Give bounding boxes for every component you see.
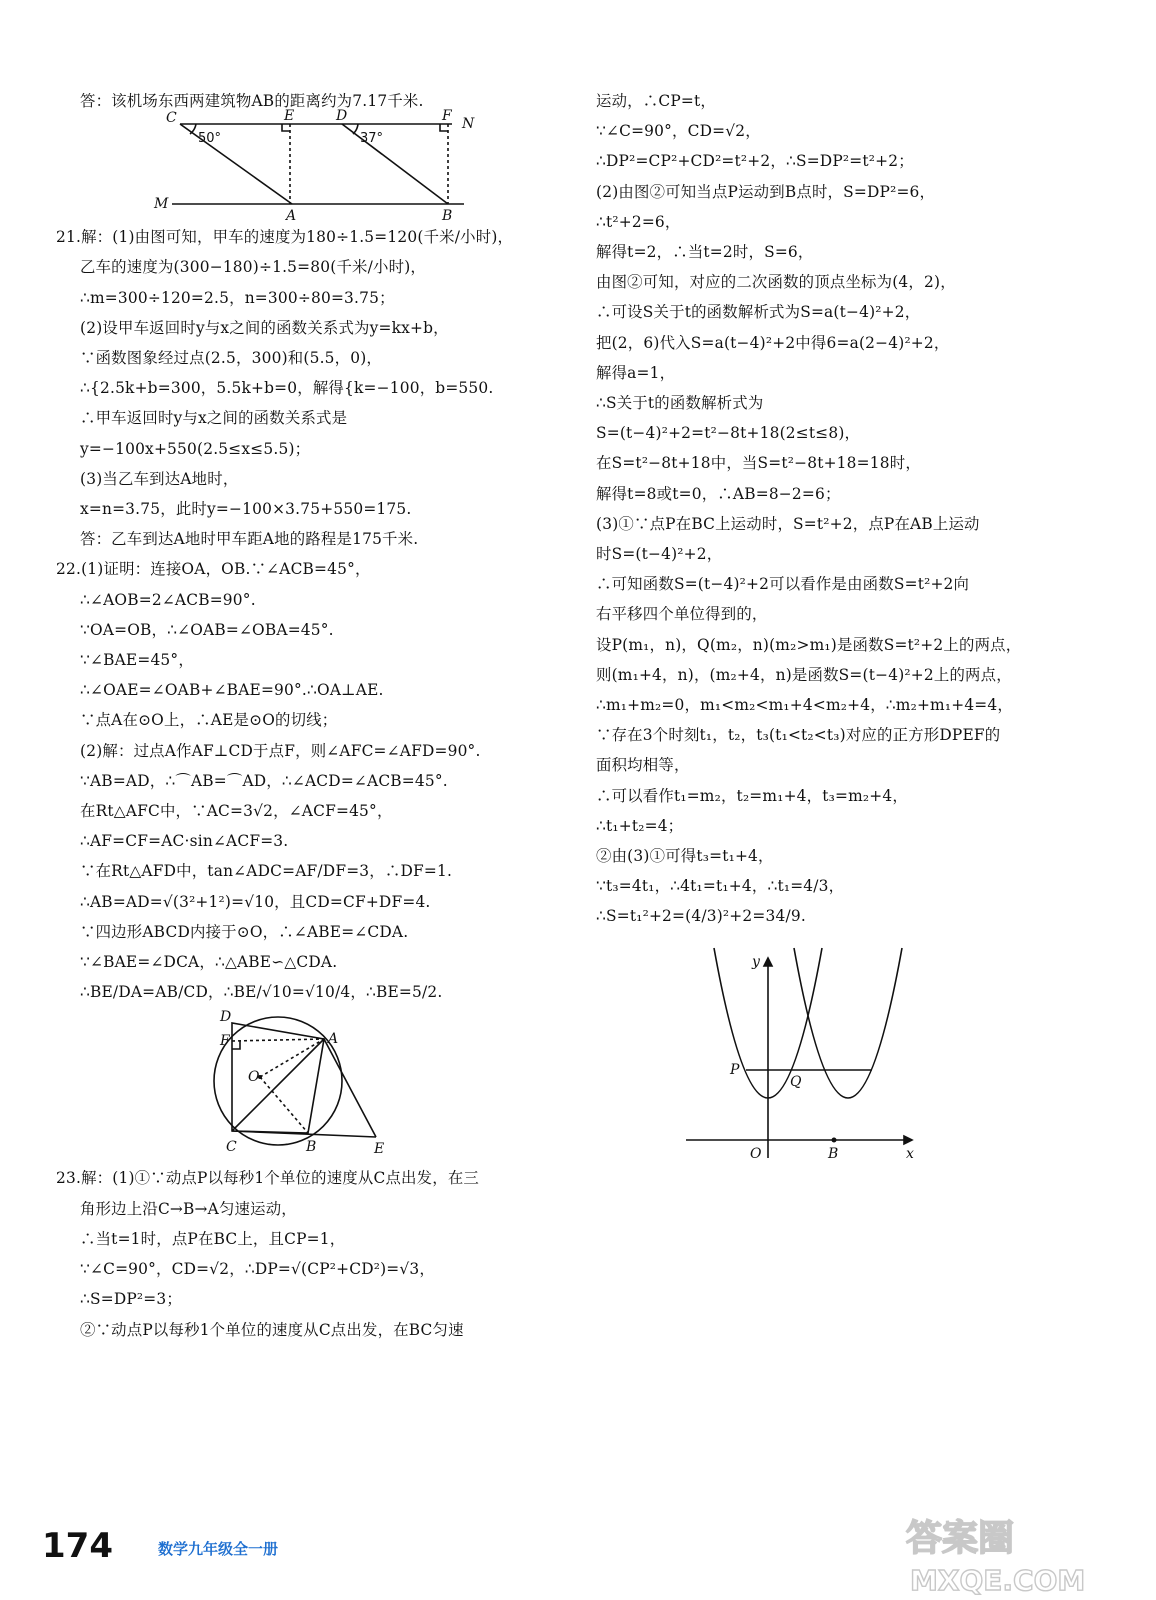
- text-line: ②∵动点P以每秒1个单位的速度从C点出发，在BC匀速: [80, 1320, 464, 1339]
- text-line: ∴BE/DA=AB/CD，∴BE/√10=√10/4，∴BE=5/2.: [80, 983, 443, 1002]
- text-line: ∴∠OAE=∠OAB+∠BAE=90°.∴OA⊥AE.: [80, 681, 384, 700]
- label-M: M: [154, 196, 169, 213]
- text-line: ∴甲车返回时y与x之间的函数关系式是: [80, 409, 348, 428]
- text-line: x=n=3.75，此时y=−100×3.75+550=175.: [80, 500, 412, 519]
- text-line: ∴{2.5k+b=300，5.5k+b=0，解得{k=−100，b=550.: [80, 379, 494, 398]
- text-line: ∴∠AOB=2∠ACB=90°.: [80, 590, 256, 609]
- label-F: F: [442, 108, 452, 125]
- text-line: 则(m₁+4，n)，(m₂+4，n)是函数S=(t−4)²+2上的两点，: [596, 665, 1012, 684]
- text-line: (2)设甲车返回时y与x之间的函数关系式为y=kx+b，: [80, 318, 449, 337]
- text-line: ∵存在3个时刻t₁，t₂，t₃(t₁<t₂<t₃)对应的正方形DPEF的: [596, 726, 1001, 745]
- text-line: ∵函数图象经过点(2.5，300)和(5.5，0)，: [80, 349, 383, 368]
- text-line: 在S=t²−8t+18中，当S=t²−8t+18=18时，: [596, 454, 921, 473]
- text-line: ∴可知函数S=(t−4)²+2可以看作是由函数S=t²+2向: [596, 575, 970, 594]
- text-line: S=(t−4)²+2=t²−8t+18(2≤t≤8)，: [596, 424, 861, 443]
- label-D2: D: [220, 1009, 232, 1026]
- book-title: 数学九年级全一册: [158, 1540, 279, 1558]
- text-line: ∴DP²=CP²+CD²=t²+2，∴S=DP²=t²+2；: [596, 152, 914, 171]
- text-line: ∴AB=AD=√(3²+1²)=√10，且CD=CF+DF=4.: [80, 892, 431, 911]
- text-line: ∴t₁+t₂=4；: [596, 816, 684, 835]
- watermark-logo: [896, 1506, 1086, 1597]
- text-line: ∴可以看作t₁=m₂，t₂=m₁+4，t₃=m₂+4，: [596, 786, 908, 805]
- angle-37: 37°: [360, 131, 384, 147]
- text-line: (2)解：过点A作AF⊥CD于点F，则∠AFC=∠AFD=90°.: [80, 741, 481, 760]
- page-number: 174: [42, 1526, 113, 1566]
- text-line: 把(2，6)代入S=a(t−4)²+2中得6=a(2−4)²+2，: [596, 333, 950, 352]
- text-line: ∵t₃=4t₁，∴4t₁=t₁+4，∴t₁=4/3，: [596, 877, 845, 896]
- text-line: ∴t²+2=6，: [596, 212, 681, 231]
- text-line: 21.解：(1)由图可知，甲车的速度为180÷1.5=120(千米/小时)，: [56, 228, 514, 247]
- right-column: [596, 86, 1066, 1170]
- text-line: ∴m=300÷120=2.5，n=300÷80=3.75；: [80, 288, 395, 307]
- circle-diagram: [186, 1011, 666, 1161]
- text-line: 23.解：(1)①∵动点P以每秒1个单位的速度从C点出发，在三: [56, 1169, 479, 1188]
- text-line: ∵∠C=90°，CD=√2，∴DP=√(CP²+CD²)=√3，: [80, 1260, 435, 1279]
- label-B: B: [442, 208, 453, 225]
- text-line: ∵∠C=90°，CD=√2，: [596, 122, 761, 141]
- left-column: [56, 86, 536, 1345]
- text-line: (3)①∵点P在BC上运动时，S=t²+2，点P在AB上运动: [596, 514, 980, 533]
- label-A: A: [286, 208, 297, 225]
- text-line: ∵点A在⊙O上，∴AE是⊙O的切线；: [80, 711, 338, 730]
- text-line: 解得a=1，: [596, 363, 676, 382]
- label-B2: B: [306, 1139, 317, 1156]
- text-line: 角形边上沿C→B→A匀速运动，: [80, 1199, 297, 1218]
- text-line: 解得t=2，∴当t=2时，S=6，: [596, 243, 814, 262]
- label-C2: C: [226, 1139, 237, 1156]
- text-line: 运动，∴CP=t，: [596, 92, 716, 110]
- label-N: N: [462, 116, 475, 133]
- label-D: D: [336, 108, 348, 125]
- text-line: y=−100x+550(2.5≤x≤5.5)；: [80, 439, 311, 458]
- label-A2: A: [328, 1031, 339, 1048]
- text-line: ∵AB=AD，∴⌒AB=⌒AD，∴∠ACD=∠ACB=45°.: [80, 771, 448, 790]
- point-Q-label: Q: [790, 1073, 802, 1090]
- text-line: 面积均相等，: [596, 756, 690, 775]
- text-line: ∵∠BAE=∠DCA，∴△ABE∽△CDA.: [80, 953, 338, 972]
- text-line: 解得t=8或t=0，∴AB=8−2=6；: [596, 484, 841, 503]
- text-line: ∴可设S关于t的函数解析式为S=a(t−4)²+2，: [596, 303, 921, 322]
- label-C: C: [166, 110, 177, 127]
- axis-x-label: x: [906, 1145, 914, 1162]
- text-line: ∵∠BAE=45°，: [80, 651, 194, 670]
- label-O2: O: [248, 1069, 260, 1086]
- text-line: ∴AF=CF=AC·sin∠ACF=3.: [80, 832, 289, 851]
- text-line: (3)当乙车到达A地时，: [80, 469, 239, 488]
- text-line: ∵OA=OB，∴∠OAB=∠OBA=45°.: [80, 620, 334, 639]
- text-line: ②由(3)①可得t₃=t₁+4，: [596, 847, 774, 866]
- axis-y-label: y: [752, 953, 760, 970]
- label-E: E: [284, 108, 295, 125]
- text-line: 由图②可知，对应的二次函数的顶点坐标为(4，2)，: [596, 273, 956, 292]
- label-F2: F: [220, 1033, 230, 1050]
- text-line: 答：乙车到达A地时甲车距A地的路程是175千米.: [80, 530, 419, 549]
- text-line: ∵四边形ABCD内接于⊙O，∴∠ABE=∠CDA.: [80, 922, 409, 941]
- text-line: 右平移四个单位得到的，: [596, 605, 768, 624]
- label-E2: E: [374, 1141, 385, 1158]
- watermark-bottom: MXQE.COM: [910, 1564, 1086, 1597]
- text-line: 设P(m₁，n)，Q(m₂，n)(m₂>m₁)是函数S=t²+2上的两点，: [596, 635, 1022, 654]
- text-line: 乙车的速度为(300−180)÷1.5=80(千米/小时)，: [80, 258, 426, 277]
- text-line: ∴当t=1时，点P在BC上，且CP=1，: [80, 1229, 346, 1248]
- text-line: 22.(1)证明：连接OA，OB.∵∠ACB=45°，: [56, 560, 371, 579]
- text-line: ∴m₁+m₂=0，m₁<m₂<m₁+4<m₂+4，∴m₂+m₁+4=4，: [596, 696, 1013, 715]
- point-B-label: B: [828, 1145, 839, 1162]
- text-line: 在Rt△AFC中，∵AC=3√2，∠ACF=45°，: [80, 802, 393, 821]
- text-line: (2)由图②可知当点P运动到B点时，S=DP²=6，: [596, 182, 936, 201]
- text-line: ∴S=DP²=3；: [80, 1290, 182, 1309]
- angle-50: 50°: [198, 131, 222, 147]
- origin-label: O: [750, 1145, 762, 1162]
- text-line: ∴S关于t的函数解析式为: [596, 394, 764, 413]
- point-P-label: P: [730, 1061, 740, 1078]
- building-diagram: [152, 108, 632, 225]
- text-line: ∵在Rt△AFD中，tan∠ADC=AF/DF=3，∴DF=1.: [80, 862, 453, 881]
- parabola-graph: [686, 948, 1156, 1168]
- text-line: 答：该机场东西两建筑物AB的距离约为7.17千米.: [80, 92, 424, 110]
- text-line: 时S=(t−4)²+2，: [596, 545, 723, 564]
- watermark-top: 答案圈: [906, 1518, 1015, 1559]
- text-line: ∴S=t₁²+2=(4/3)²+2=34/9.: [596, 907, 806, 926]
